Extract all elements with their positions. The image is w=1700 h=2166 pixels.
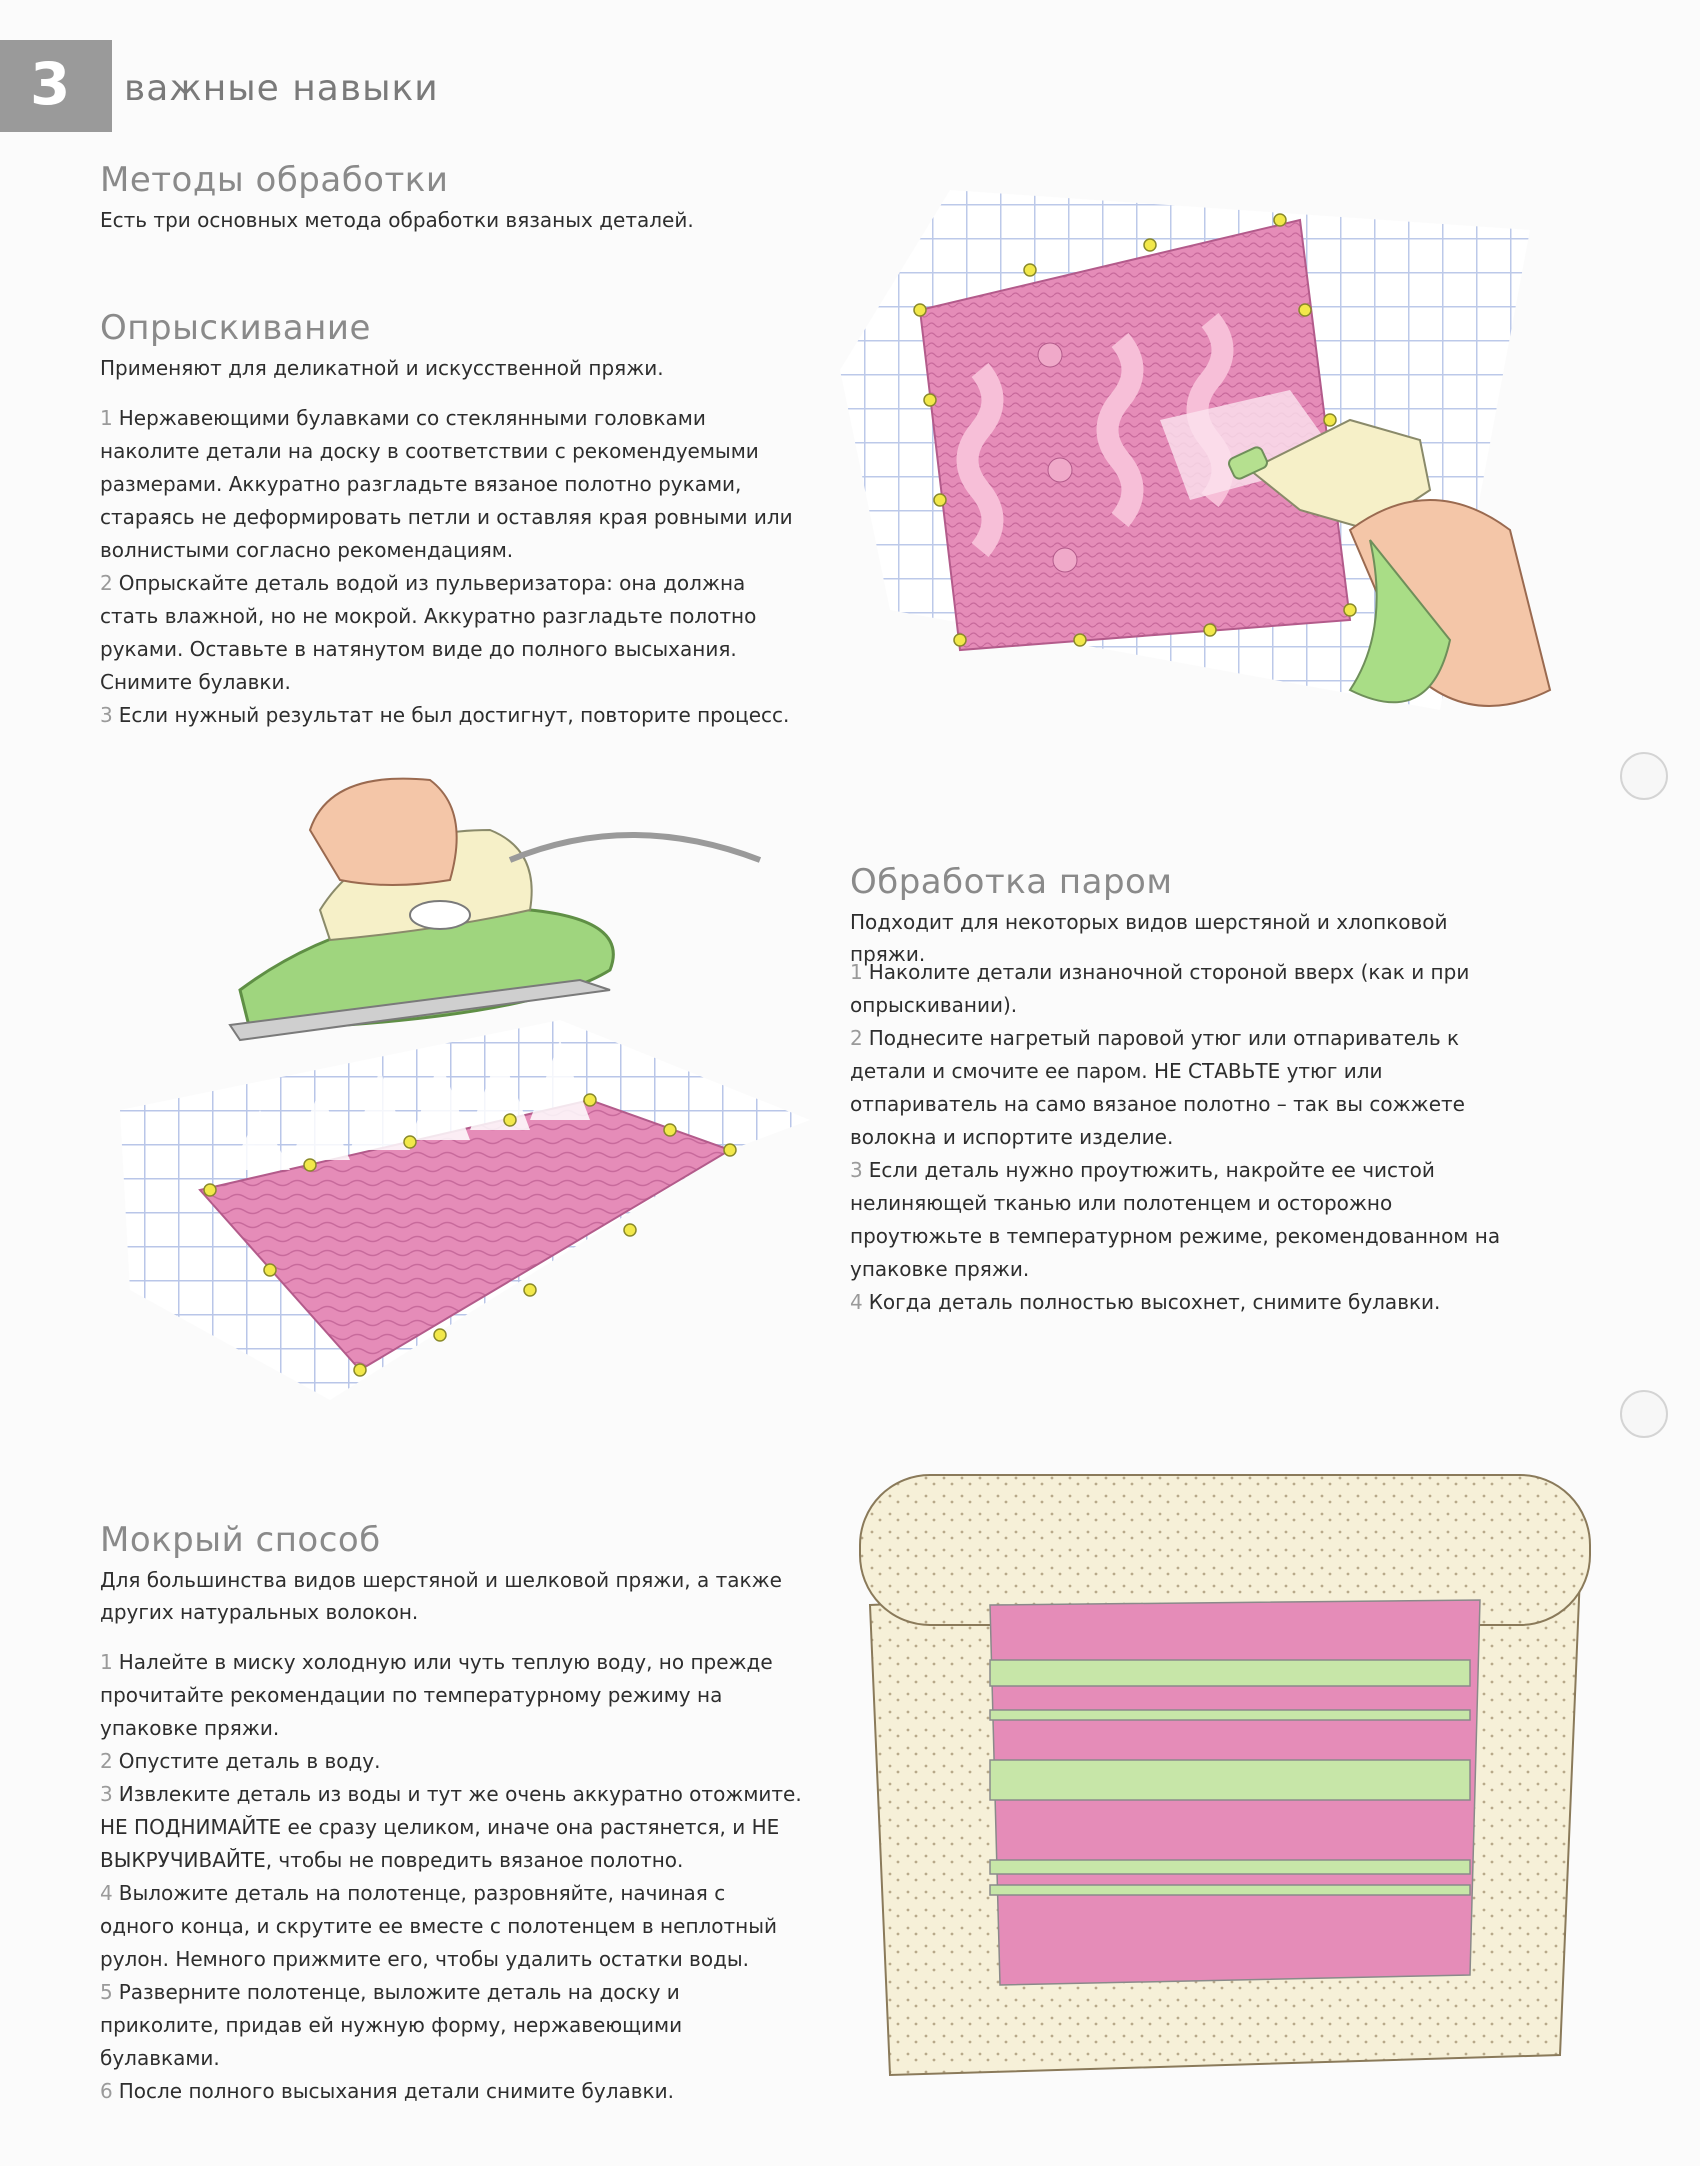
- wet-steps: [100, 1646, 805, 2108]
- step-item: [100, 1877, 805, 1976]
- step-text: Если деталь нужно проутюжить, накройте ее чистой нелиняющей тканью или полотенцем и осторожно проутюжьте в температурном режиме, рекомендованном на упаковке пряжи.: [850, 1158, 1501, 1281]
- step-item: [100, 2075, 805, 2108]
- step-text: Когда деталь полностью высохнет, снимите булавки.: [868, 1290, 1441, 1314]
- step-item: [850, 1022, 1510, 1154]
- spray-illustration: [830, 170, 1590, 770]
- step-item: [100, 1976, 805, 2075]
- step-item: [100, 1778, 805, 1877]
- step-number: 4: [850, 1290, 863, 1314]
- step-text: Извлеките деталь из воды и тут же очень аккуратно отожмите. НЕ ПОДНИМАЙТЕ ее сразу целиком, иначе она растянется, и НЕ ВЫКРУЧИВАЙТЕ, чтобы не повредить вязаное полотно.: [100, 1782, 802, 1872]
- step-item: [100, 1646, 805, 1745]
- step-text: Налейте в миску холодную или чуть теплую воду, но прежде прочитайте рекомендации по температурному режиму на упаковке пряжи.: [100, 1650, 773, 1740]
- wet-lead: Для большинства видов шерстяной и шелковой пряжи, а также других натуральных волокон.: [100, 1568, 782, 1624]
- step-item: [850, 1286, 1510, 1319]
- step-text: После полного высыхания детали снимите булавки.: [118, 2079, 674, 2103]
- step-number: 4: [100, 1881, 113, 1905]
- step-text: Поднесите нагретый паровой утюг или отпариватель к детали и смочите ее паром. НЕ СТАВЬТЕ утюг или отпариватель на само вязаное полотно – так вы сожжете волокна и испортите изделие.: [850, 1026, 1465, 1149]
- step-text: Наколите детали изнаночной стороной вверх (как и при опрыскивании).: [850, 960, 1470, 1017]
- step-item: [850, 1154, 1510, 1286]
- binder-hole: [1620, 752, 1668, 800]
- step-number: 1: [100, 406, 113, 430]
- step-text: Опрыскайте деталь водой из пульверизатора: она должна стать влажной, но не мокрой. Аккуратно разгладьте полотно руками. Оставьте в натянутом виде до полного высыхания. Снимите булавки.: [100, 571, 757, 694]
- intro-text: Есть три основных метода обработки вязаных деталей.: [100, 208, 694, 232]
- step-text: Разверните полотенце, выложите деталь на доску и приколите, придав ей нужную форму, нержавеющими булавками.: [100, 1980, 683, 2070]
- spraying-steps: [100, 402, 800, 732]
- step-number: 2: [850, 1026, 863, 1050]
- steam-steps: [850, 956, 1510, 1319]
- step-item: [100, 1745, 805, 1778]
- step-number: 1: [100, 1650, 113, 1674]
- step-item: [100, 402, 800, 567]
- towel-illustration: [850, 1455, 1610, 2095]
- steam-lead: Подходит для некоторых видов шерстяной и хлопковой пряжи.: [850, 910, 1448, 966]
- step-item: [100, 567, 800, 699]
- step-number: 1: [850, 960, 863, 984]
- binder-hole: [1620, 1390, 1668, 1438]
- spraying-title: Опрыскивание: [100, 308, 371, 348]
- section-title: важные навыки: [124, 68, 439, 109]
- intro-title: Методы обработки: [100, 160, 449, 200]
- steam-illustration: [110, 770, 830, 1410]
- step-text: Выложите деталь на полотенце, разровняйте, начиная с одного конца, и скрутите ее вместе с полотенцем в неплотный рулон. Немного прижмите его, чтобы удалить остатки воды.: [100, 1881, 778, 1971]
- step-number: 2: [100, 1749, 113, 1773]
- chapter-number: 3: [30, 50, 71, 118]
- wet-title: Мокрый способ: [100, 1520, 381, 1560]
- step-number: 5: [100, 1980, 113, 2004]
- step-text: Нержавеющими булавками со стеклянными головками наколите детали на доску в соответствии с рекомендуемыми размерами. Аккуратно разгладьте вязаное полотно руками, стараясь не деформировать петли и оставляя края ровными или волнистыми согласно рекомендациям.: [100, 406, 793, 562]
- step-item: [100, 699, 800, 732]
- step-number: 2: [100, 571, 113, 595]
- step-number: 6: [100, 2079, 113, 2103]
- spraying-lead: Применяют для деликатной и искусственной пряжи.: [100, 356, 664, 380]
- step-number: 3: [100, 1782, 113, 1806]
- step-text: Если нужный результат не был достигнут, повторите процесс.: [118, 703, 790, 727]
- step-number: 3: [100, 703, 113, 727]
- step-text: Опустите деталь в воду.: [118, 1749, 381, 1773]
- steam-title: Обработка паром: [850, 862, 1173, 902]
- step-item: [850, 956, 1510, 1022]
- step-number: 3: [850, 1158, 863, 1182]
